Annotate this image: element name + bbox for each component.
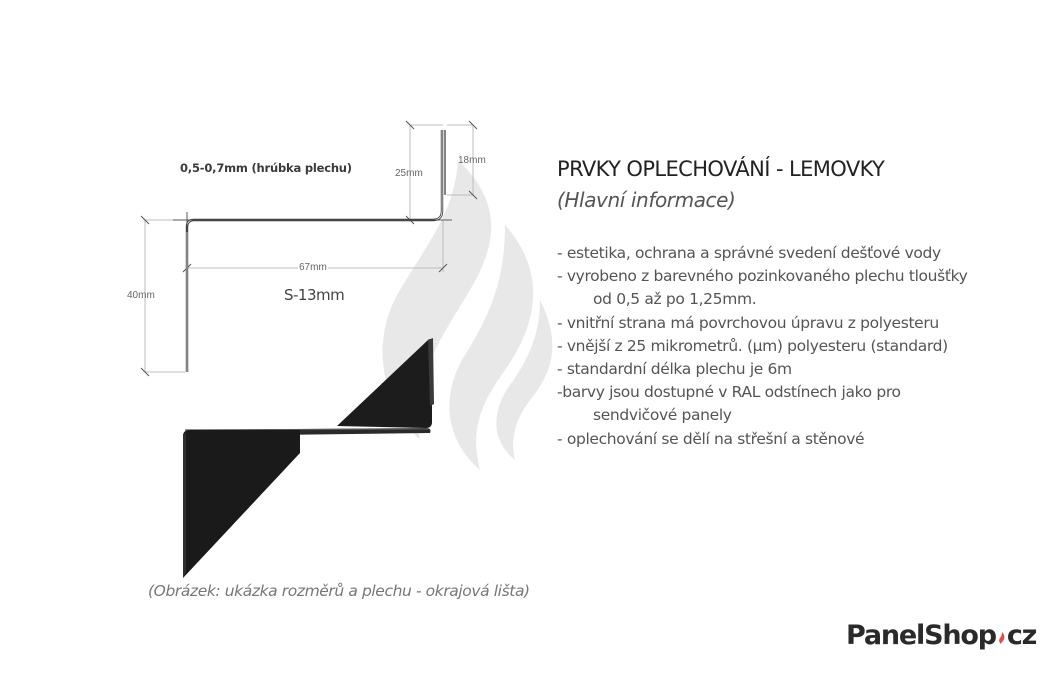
info-item: - vnitřní strana má povrchovou úpravu z polyesteru (557, 313, 939, 332)
profile-code: S-13mm (284, 286, 345, 304)
page-title: PRVKY OPLECHOVÁNÍ - LEMOVKY (557, 157, 885, 181)
flashing-3d-render (183, 338, 434, 578)
dimension-40mm: 40mm (127, 290, 155, 301)
info-item: - oplechování se dělí na střešní a stěnové (557, 429, 865, 448)
info-item: - vnější z 25 mikrometrů. (µm) polyesteru (standard) (557, 336, 948, 355)
info-item-continuation: od 0,5 až po 1,25mm. (593, 290, 757, 309)
brand-tld: cz (1006, 620, 1037, 651)
info-list (557, 242, 968, 451)
brand-logo (846, 620, 1036, 651)
info-item: - vyrobeno z barevného pozinkovaného plechu tloušťky (557, 267, 968, 286)
flame-icon (997, 632, 1006, 644)
page-subtitle: (Hlavní informace) (557, 188, 736, 212)
info-item: - estetika, ochrana a správné svedení dešťové vody (557, 244, 941, 262)
image-caption: (Obrázek: ukázka rozměrů a plechu - okrajová lišta) (148, 582, 530, 600)
brand-name: PanelShop (846, 620, 996, 651)
dimension-18mm: 18mm (458, 155, 486, 166)
thickness-label: 0,5-0,7mm (hrúbka plechu) (180, 161, 352, 175)
dimension-67mm: 67mm (299, 262, 327, 273)
info-item: -barvy jsou dostupné v RAL odstínech jako pro (557, 383, 901, 402)
dimension-25mm: 25mm (395, 168, 423, 179)
info-item: - standardní délka plechu je 6m (557, 360, 792, 379)
info-item-continuation: sendvičové panely (593, 406, 732, 425)
